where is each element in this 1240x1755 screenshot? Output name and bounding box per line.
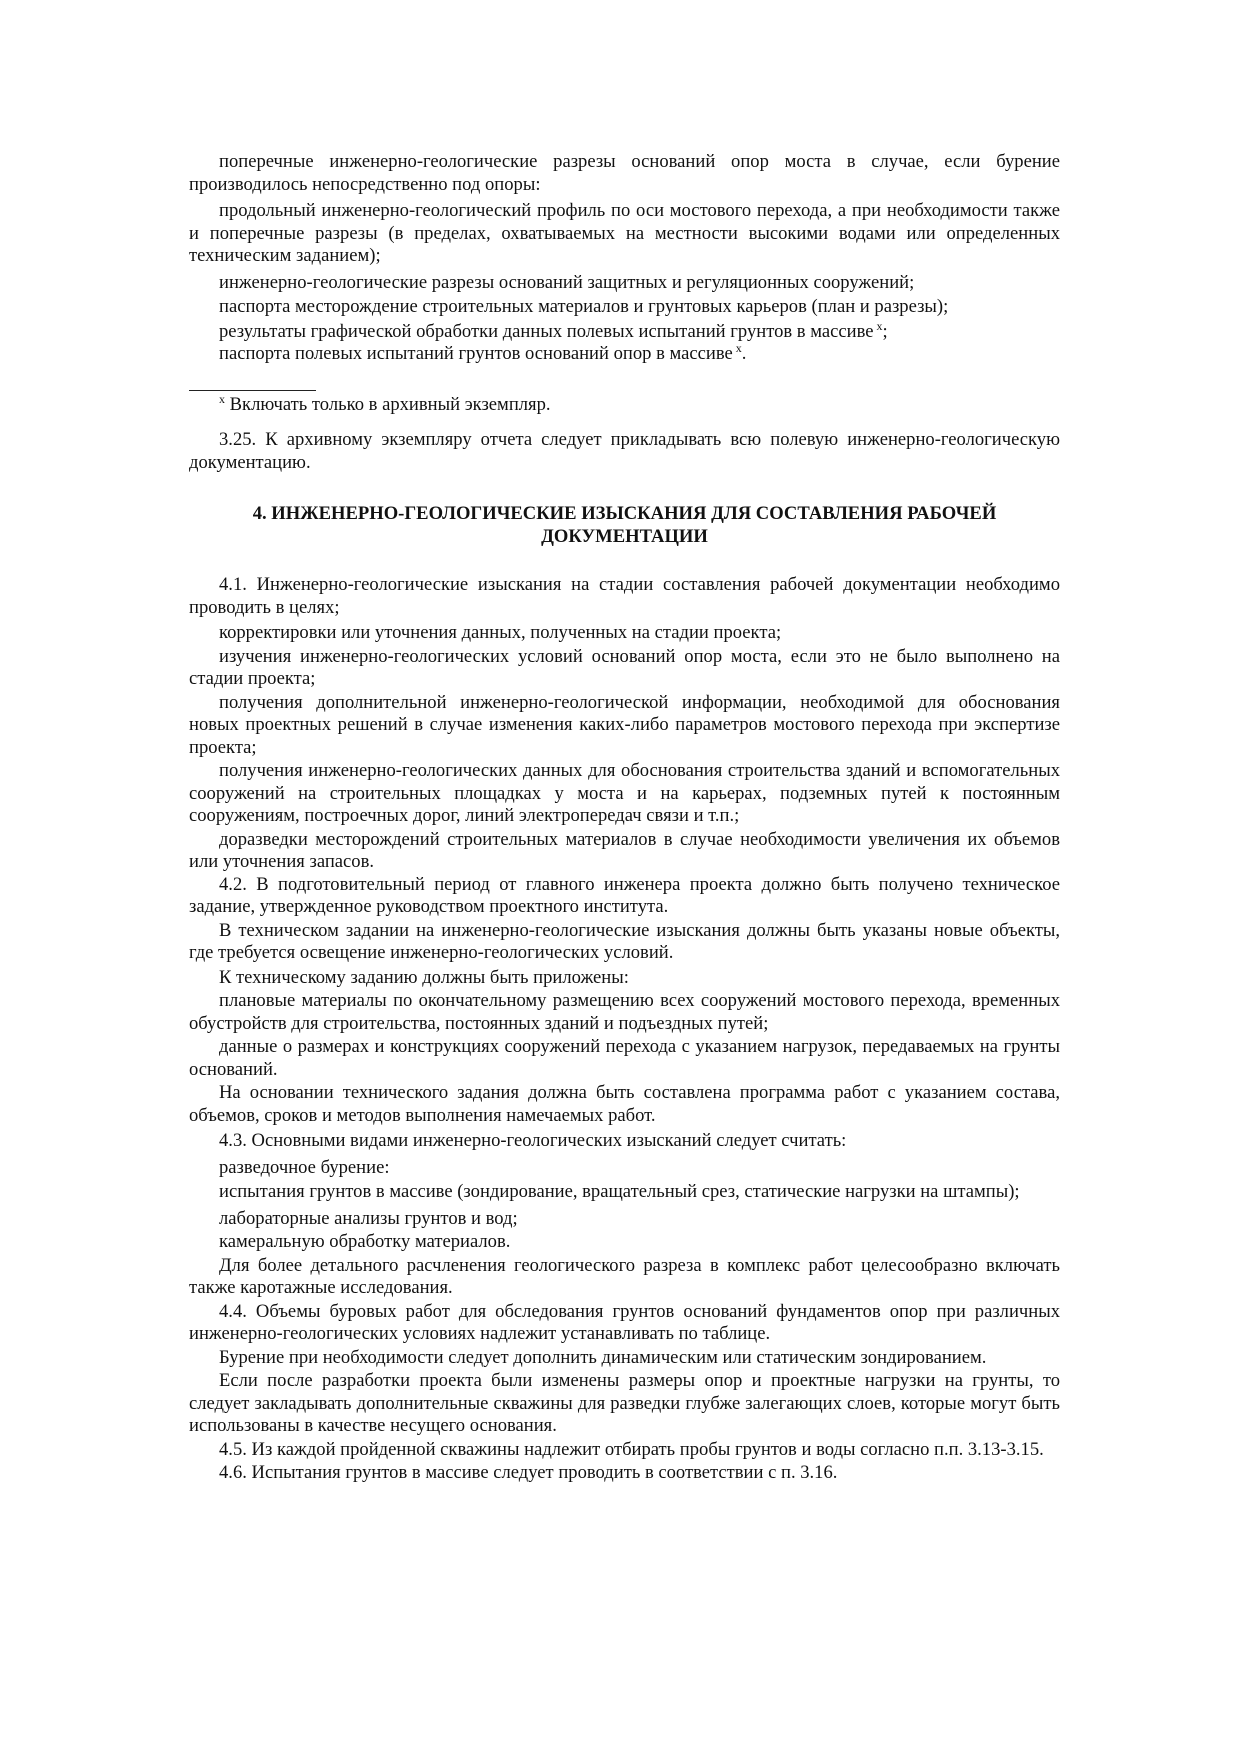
intro-list xyxy=(189,151,1060,366)
paragraph-text: данные о размерах и конструкциях сооружений перехода с указанием нагрузок, передаваемых на грунты оснований. xyxy=(189,1036,1060,1080)
paragraph-3-25: 3.25. К архивному экземпляру отчета следует прикладывать всю полевую инженерно-геологическую документацию. xyxy=(189,429,1060,473)
paragraph xyxy=(189,343,1060,366)
section-4-body xyxy=(189,574,1060,1485)
paragraph-text: 4.4. Объемы буровых работ для обследования грунтов оснований фундаментов опор при различных инженерно-геологических условиях надлежит устанавливать по таблице. xyxy=(189,1300,1060,1344)
paragraph-text: доразведки месторождений строительных материалов в случае необходимости увеличения их объемов или уточнения запасов. xyxy=(189,828,1060,872)
paragraph-text: 4.1. Инженерно-геологические изыскания на стадии составления рабочей документации необходимо проводить в целях; xyxy=(189,574,1060,618)
paragraph xyxy=(189,760,1060,828)
paragraph xyxy=(189,318,1060,344)
paragraph-text: Для более детального расчленения геологического разреза в комплекс работ целесообразно включать также каротажные исследования. xyxy=(189,1254,1060,1298)
paragraph-text: паспорта месторождение строительных материалов и грунтовых карьеров (план и разрезы); xyxy=(219,296,949,317)
paragraph xyxy=(189,920,1060,965)
footnote-marker: x xyxy=(219,392,225,406)
paragraph xyxy=(189,829,1060,874)
paragraph-text: паспорта полевых испытаний грунтов оснований опор в массиве xyxy=(219,343,733,364)
paragraph-text: К техническому заданию должны быть приложены: xyxy=(219,966,629,988)
footnote-text: Включать только в архивный экземпляр. xyxy=(225,394,551,415)
paragraph-text: корректировки или уточнения данных, полученных на стадии проекта; xyxy=(219,622,782,643)
paragraph xyxy=(189,1439,1060,1462)
paragraph xyxy=(189,692,1060,760)
section-4-heading xyxy=(189,502,1060,548)
paragraph-text: 4.6. Испытания грунтов в массиве следует проводить в соответствии с п. 3.16. xyxy=(219,1462,838,1483)
paragraph-3-25-block xyxy=(189,429,1060,474)
paragraph xyxy=(189,646,1060,691)
paragraph xyxy=(189,272,1060,295)
footnote xyxy=(189,394,1060,417)
heading-line-1: 4. ИНЖЕНЕРНО-ГЕОЛОГИЧЕСКИЕ ИЗЫСКАНИЯ ДЛЯ СОСТАВЛЕНИЯ РАБОЧЕЙ xyxy=(252,503,997,524)
paragraph-text: разведочное бурение: xyxy=(219,1156,390,1178)
paragraph-text: Бурение при необходимости следует дополнить динамическим или статическим зондированием. xyxy=(219,1346,987,1368)
paragraph xyxy=(189,296,1060,319)
paragraph xyxy=(189,1347,1060,1370)
paragraph-text: В техническом задании на инженерно-геологические изыскания должны быть указаны новые объекты, где требуется освещение инженерно-геологических условий. xyxy=(189,919,1060,963)
paragraph-text: результаты графической обработки данных полевых испытаний грунтов в массиве xyxy=(219,320,874,342)
paragraph-text: 4.2. В подготовительный период от главного инженера проекта должно быть получено техническое задание, утвержденное руководством проектного института. xyxy=(189,873,1060,917)
paragraph-text: получения инженерно-геологических данных для обоснования строительства зданий и вспомогательных сооружений на строительных площадках у моста и на карьерах, подземных путей к постоянным сооружениям, построечных дорог, линий электропередач связи и т.п.; xyxy=(189,760,1060,826)
paragraph xyxy=(189,574,1060,619)
paragraph-text: инженерно-геологические разрезы оснований защитных и регуляционных сооружений; xyxy=(219,271,915,293)
paragraph xyxy=(189,622,1060,645)
paragraph-text: продольный инженерно-геологический профиль по оси мостового перехода, а при необходимости также и поперечные разрезы (в пределах, охватываемых на местности высокими водами или определенных техническим заданием); xyxy=(189,200,1060,266)
paragraph-text: поперечные инженерно-геологические разрезы оснований опор моста в случае, если бурение производилось непосредственно под опоры: xyxy=(189,151,1060,195)
footnote-reference: x xyxy=(873,318,883,333)
paragraph-text: испытания грунтов в массиве (зондирование, вращательный срез, статические нагрузки на штампы); xyxy=(219,1181,1020,1202)
paragraph-text: получения дополнительной инженерно-геологической информации, необходимой для обоснования новых проектных решений в случае изменения каких-либо параметров мостового перехода при экспертизе проекта; xyxy=(189,691,1060,758)
heading-line-2: ДОКУМЕНТАЦИИ xyxy=(541,526,708,547)
paragraph-text: 4.5. Из каждой пройденной скважины надлежит отбирать пробы грунтов и воды согласно п.п. 3.13-3.15. xyxy=(219,1438,1044,1460)
paragraph xyxy=(189,1036,1060,1081)
paragraph xyxy=(189,874,1060,919)
paragraph xyxy=(189,1181,1060,1204)
paragraph-text: лабораторные анализы грунтов и вод; xyxy=(219,1207,518,1229)
paragraph xyxy=(189,1157,1060,1180)
punctuation: . xyxy=(741,343,747,364)
paragraph xyxy=(189,1255,1060,1300)
paragraph xyxy=(189,990,1060,1035)
paragraph-text: камеральную обработку материалов. xyxy=(219,1231,511,1252)
paragraph xyxy=(189,1462,1060,1485)
paragraph xyxy=(189,1082,1060,1127)
paragraph-text: Если после разработки проекта были изменены размеры опор и проектные нагрузки на грунты, то следует закладывать дополнительные скважины для разведки глубже залегающих слоев, которые могут быть использованы в качестве несущего основания. xyxy=(189,1370,1060,1436)
punctuation: ; xyxy=(882,320,888,342)
footnote-separator xyxy=(189,390,316,391)
paragraph xyxy=(189,1208,1060,1231)
paragraph xyxy=(189,200,1060,268)
paragraph-text: плановые материалы по окончательному размещению всех сооружений мостового перехода, временных обустройств для строительства, постоянных зданий и подъездных путей; xyxy=(189,990,1060,1034)
paragraph xyxy=(189,1130,1060,1153)
footnote-reference: x xyxy=(732,341,742,355)
paragraph xyxy=(189,1301,1060,1346)
paragraph-text: изучения инженерно-геологических условий оснований опор моста, если это не было выполнено на стадии проекта; xyxy=(189,645,1060,689)
paragraph xyxy=(189,1370,1060,1438)
paragraph xyxy=(189,967,1060,990)
paragraph-text: На основании технического задания должна быть составлена программа работ с указанием состава, объемов, сроков и методов выполнения намечаемых работ. xyxy=(189,1082,1060,1126)
paragraph xyxy=(189,151,1060,196)
paragraph xyxy=(189,1231,1060,1254)
paragraph-text: 4.3. Основными видами инженерно-геологических изысканий следует считать: xyxy=(219,1130,847,1151)
